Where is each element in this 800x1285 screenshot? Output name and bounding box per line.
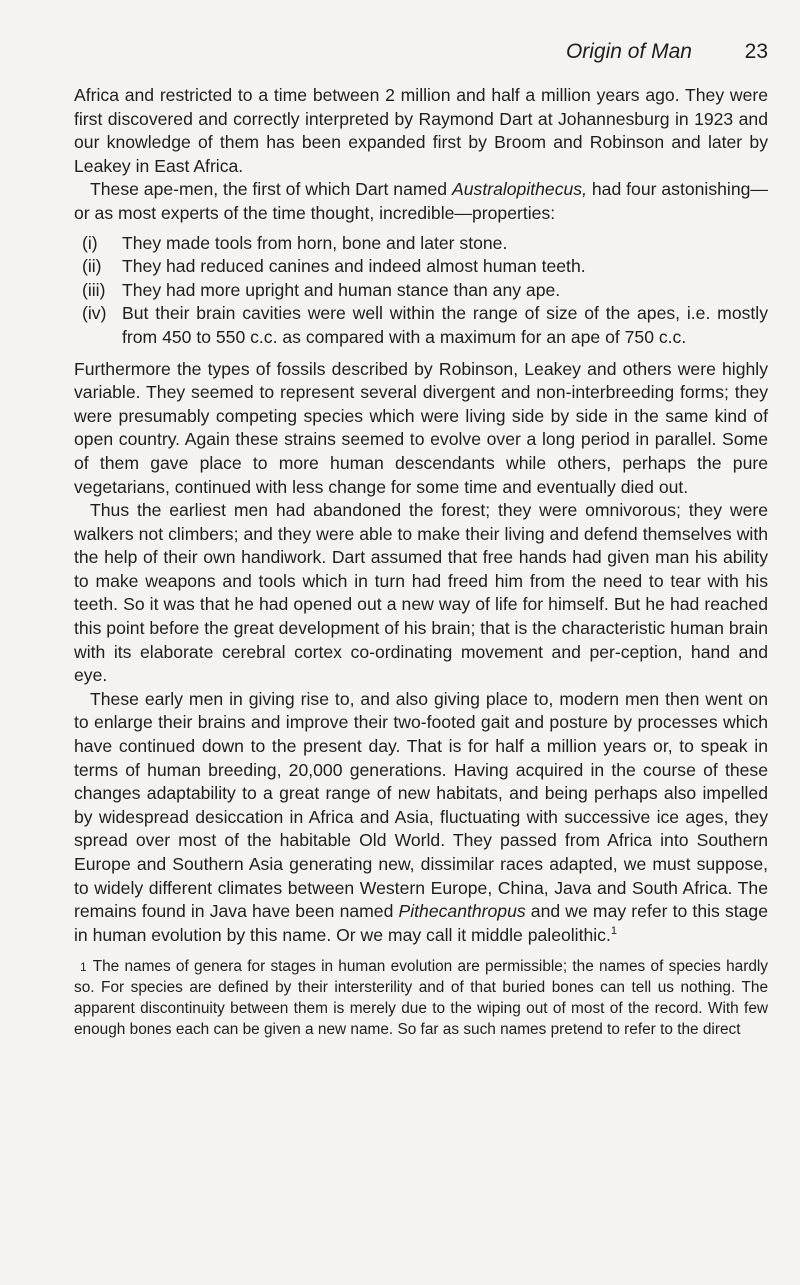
- genus-name: Australopithecus,: [452, 179, 587, 200]
- paragraph-text: and we may refer to this stage in human evolution by this name. Or we may call it middle paleolithic.: [74, 901, 768, 945]
- footnote-mark: 1: [610, 924, 617, 937]
- list-label: (i): [82, 232, 98, 253]
- running-title: Origin of Man: [565, 40, 692, 63]
- paragraph: [74, 688, 768, 948]
- list-item: [74, 279, 768, 303]
- paragraph: [74, 178, 768, 225]
- list-label: (iii): [82, 279, 106, 300]
- list-text: But their brain cavities were well within the range of size of the apes, i.e. mostly from 450 to 550 c.c. as compared with a maximum for an ape of 750 c.c.: [122, 303, 768, 347]
- page-body: [74, 84, 768, 1056]
- page-number: 23: [744, 40, 768, 63]
- paragraph-text: These ape-men, the first of which Dart named: [90, 179, 453, 200]
- footnote: [74, 957, 768, 1040]
- list-item: [74, 232, 768, 256]
- list-label: (ii): [82, 256, 102, 277]
- paragraph: Africa and restricted to a time between 2 million and half a million years ago. They were first discovered and correctly interpreted by Raymond Dart at Johannesburg in 1923 and our knowledge of them has been expanded first by Broom and Robinson and later by Leakey in East Africa.: [74, 85, 768, 176]
- footnote-text: The names of genera for stages in human evolution are permissible; the names of species hardly so. For species are defined by their intersterility and of that buried bones can tell us nothing. The apparent discontinuity between them is merely due to the wiping out of most of the record. With few enough bones each can be given a new name. So far as such names pretend to refer to the direct: [74, 958, 768, 1038]
- list-item: [74, 302, 768, 349]
- properties-list: [74, 232, 768, 350]
- paragraph-text: These early men in giving rise to, and also giving place to, modern men then went on to enlarge their brains and improve their two-footed gait and posture by processes which have continued down to the present day. That is for half a million years or, to speak in terms of human breeding, 20,000 generations. Having acquired in the course of these changes adaptability to a great range of new habitats, and being perhaps also impelled by widespread desiccation in Africa and Asia, fluctuating with successive ice ages, they spread over most of the habitable Old World. They passed from Africa into Southern Europe and Southern Asia generating new, dissimilar races adapted, we must suppose, to widely different climates between Western Europe, China, Java and South Africa. The remains found in Java have been named: [74, 688, 768, 922]
- footnote-number: 1: [80, 960, 87, 975]
- paragraph-text: had four astonishing—or as most experts of the time thought, incredible—properties:: [74, 179, 768, 223]
- paragraph: Thus the earliest men had abandoned the forest; they were omnivorous; they were walkers not climbers; and they were able to make their living and defend themselves with the help of their own handiwork. Dart assumed that free hands had given man his ability to make weapons and tools which in turn had freed him from the need to tear with his teeth. So it was that he had opened out a new way of life for himself. But he had reached this point before the great development of his brain; that is the characteristic human brain with its elaborate cerebral cortex co-ordinating movement and per-ception, hand and eye.: [74, 500, 768, 686]
- paragraph: Furthermore the types of fossils described by Robinson, Leakey and others were highly variable. They seemed to represent several divergent and non-interbreeding forms; they were presumably competing species which were living side by side in the same kind of open country. Again these strains seemed to evolve over a long period in parallel. Some of them gave place to more human descendants while others, perhaps the pure vegetarians, continued with less change for some time and eventually died out.: [74, 358, 768, 497]
- list-item: [74, 255, 768, 279]
- list-text: They had reduced canines and indeed almost human teeth.: [122, 256, 586, 277]
- list-text: They made tools from horn, bone and later stone.: [122, 232, 508, 253]
- list-label: (iv): [82, 303, 107, 324]
- page-header: [0, 40, 800, 72]
- list-text: They had more upright and human stance than any ape.: [122, 279, 561, 300]
- genus-name: Pithecanthropus: [398, 901, 526, 922]
